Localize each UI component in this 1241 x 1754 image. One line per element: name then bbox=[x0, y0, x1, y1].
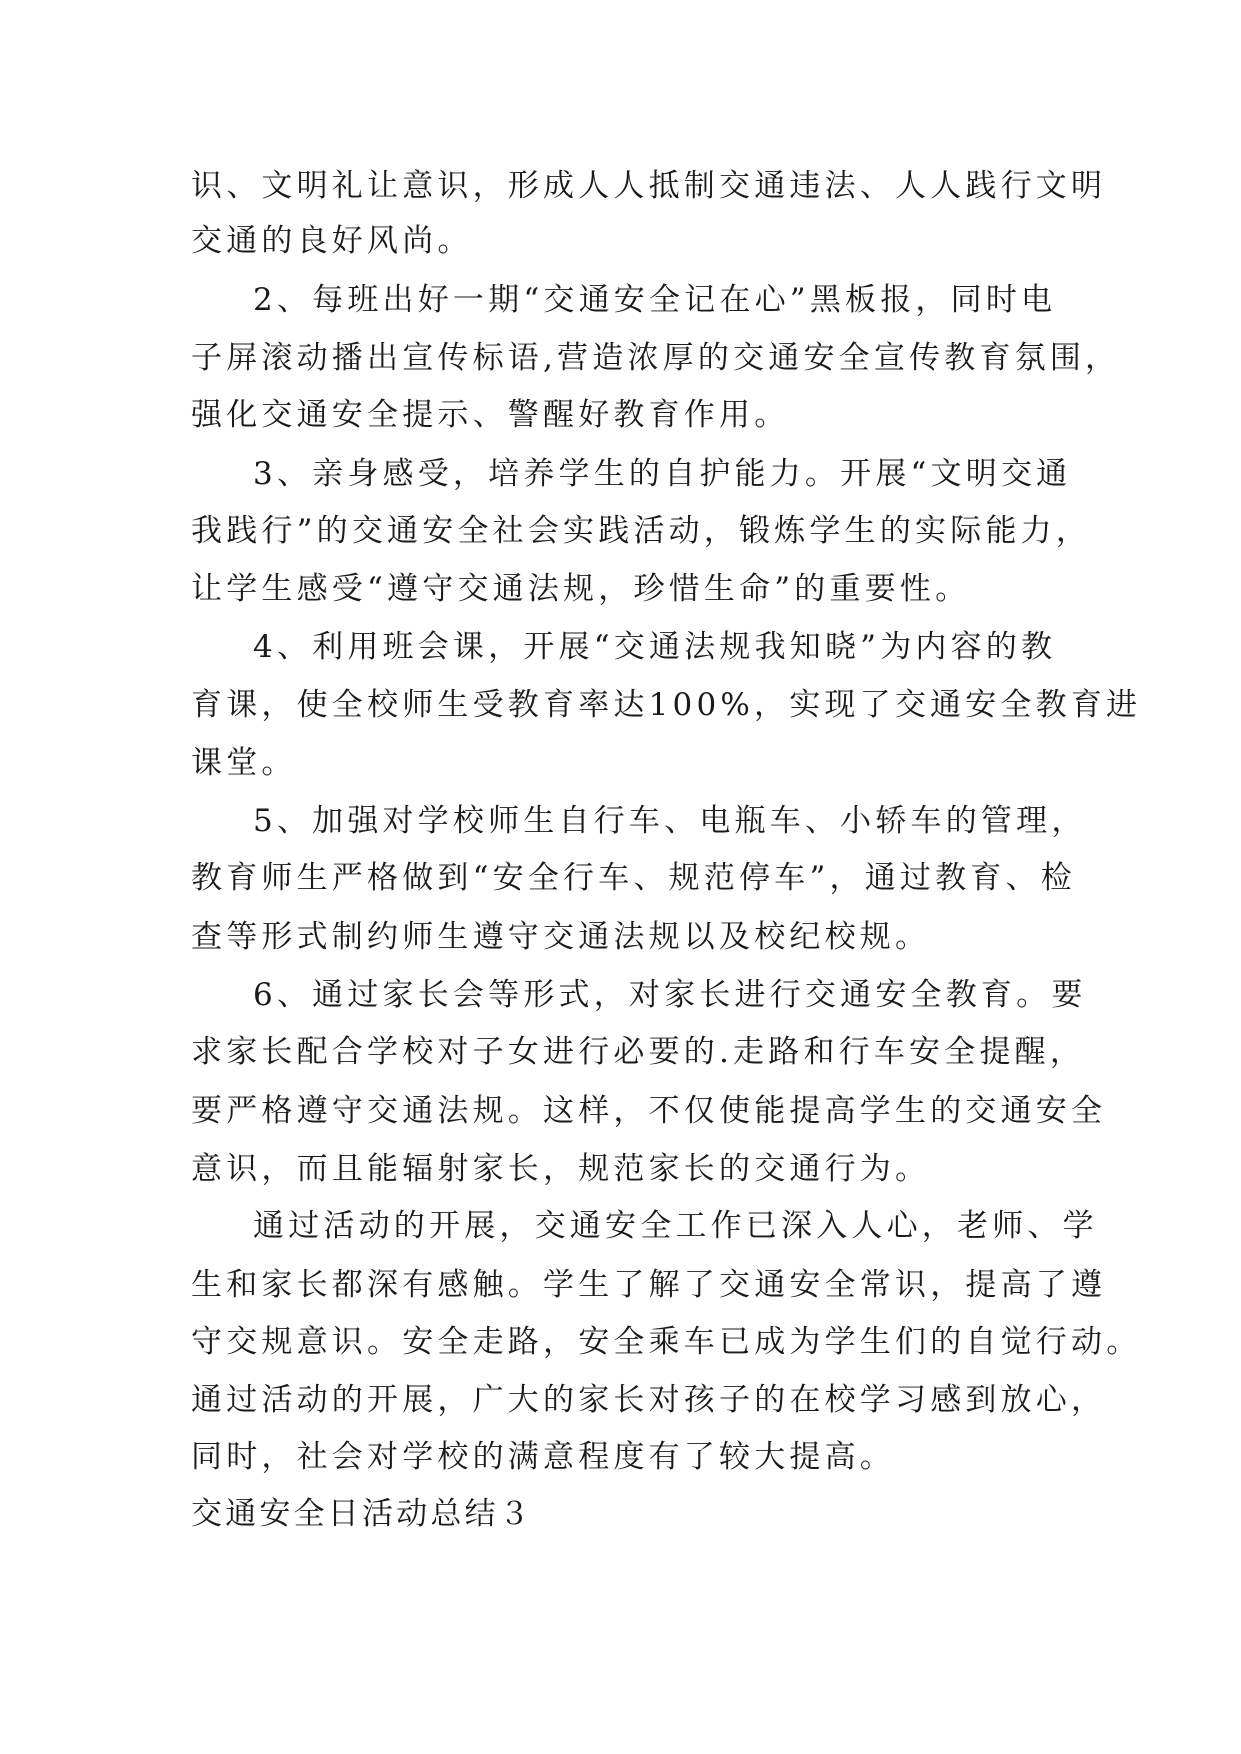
paragraph-5-line-3: 查等形式制约师生遵守交通法规以及校纪校规。 bbox=[191, 919, 931, 955]
paragraph-5-line-2: 教育师生严格做到“安全行车、规范停车”，通过教育、检 bbox=[191, 860, 1076, 896]
paragraph-7-line-2: 生和家长都深有感触。学生了解了交通安全常识，提高了遵 bbox=[191, 1267, 1107, 1303]
text-line-2: 交通的良好风尚。 bbox=[191, 223, 473, 259]
paragraph-5-line-1: 5、加强对学校师生自行车、电瓶车、小轿车的管理， bbox=[253, 803, 1087, 839]
paragraph-2-line-3: 强化交通安全提示、警醒好教育作用。 bbox=[191, 397, 790, 433]
paragraph-3-line-3: 让学生感受“遵守交通法规，珍惜生命”的重要性。 bbox=[191, 571, 971, 607]
paragraph-3-line-1: 3、亲身感受，培养学生的自护能力。开展“文明交通 bbox=[253, 456, 1072, 492]
text-line-1: 识、文明礼让意识，形成人人抵制交通违法、人人践行文明 bbox=[191, 168, 1107, 204]
paragraph-2-line-2: 子屏滚动播出宣传标语,营造浓厚的交通安全宣传教育氛围， bbox=[191, 340, 1121, 376]
paragraph-6-line-3: 要严格遵守交通法规。这样，不仅使能提高学生的交通安全 bbox=[191, 1093, 1107, 1129]
paragraph-7-line-1: 通过活动的开展，交通安全工作已深入人心，老师、学 bbox=[253, 1208, 1098, 1244]
paragraph-6-line-1: 6、通过家长会等形式，对家长进行交通安全教育。要 bbox=[253, 977, 1087, 1013]
paragraph-6-line-2: 求家长配合学校对子女进行必要的.走路和行车安全提醒， bbox=[191, 1034, 1086, 1070]
paragraph-7-line-4: 通过活动的开展，广大的家长对孩子的在校学习感到放心， bbox=[191, 1382, 1107, 1418]
paragraph-7-line-3: 守交规意识。安全走路，安全乘车已成为学生们的自觉行动。 bbox=[191, 1324, 1142, 1360]
paragraph-3-line-2: 我践行”的交通安全社会实践活动，锻炼学生的实际能力， bbox=[191, 513, 1092, 549]
paragraph-4-line-2: 育课，使全校师生受教育率达100%，实现了交通安全教育进 bbox=[191, 687, 1142, 723]
paragraph-7-line-5: 同时，社会对学校的满意程度有了较大提高。 bbox=[191, 1439, 895, 1475]
section-heading: 交通安全日活动总结３ bbox=[191, 1496, 533, 1532]
paragraph-4-line-3: 课堂。 bbox=[191, 745, 297, 781]
paragraph-6-line-4: 意识，而且能辐射家长，规范家长的交通行为。 bbox=[191, 1151, 931, 1187]
paragraph-2-line-1: 2、每班出好一期“交通安全记在心”黑板报，同时电 bbox=[253, 282, 1057, 318]
paragraph-4-line-1: 4、利用班会课，开展“交通法规我知晓”为内容的教 bbox=[253, 629, 1057, 665]
